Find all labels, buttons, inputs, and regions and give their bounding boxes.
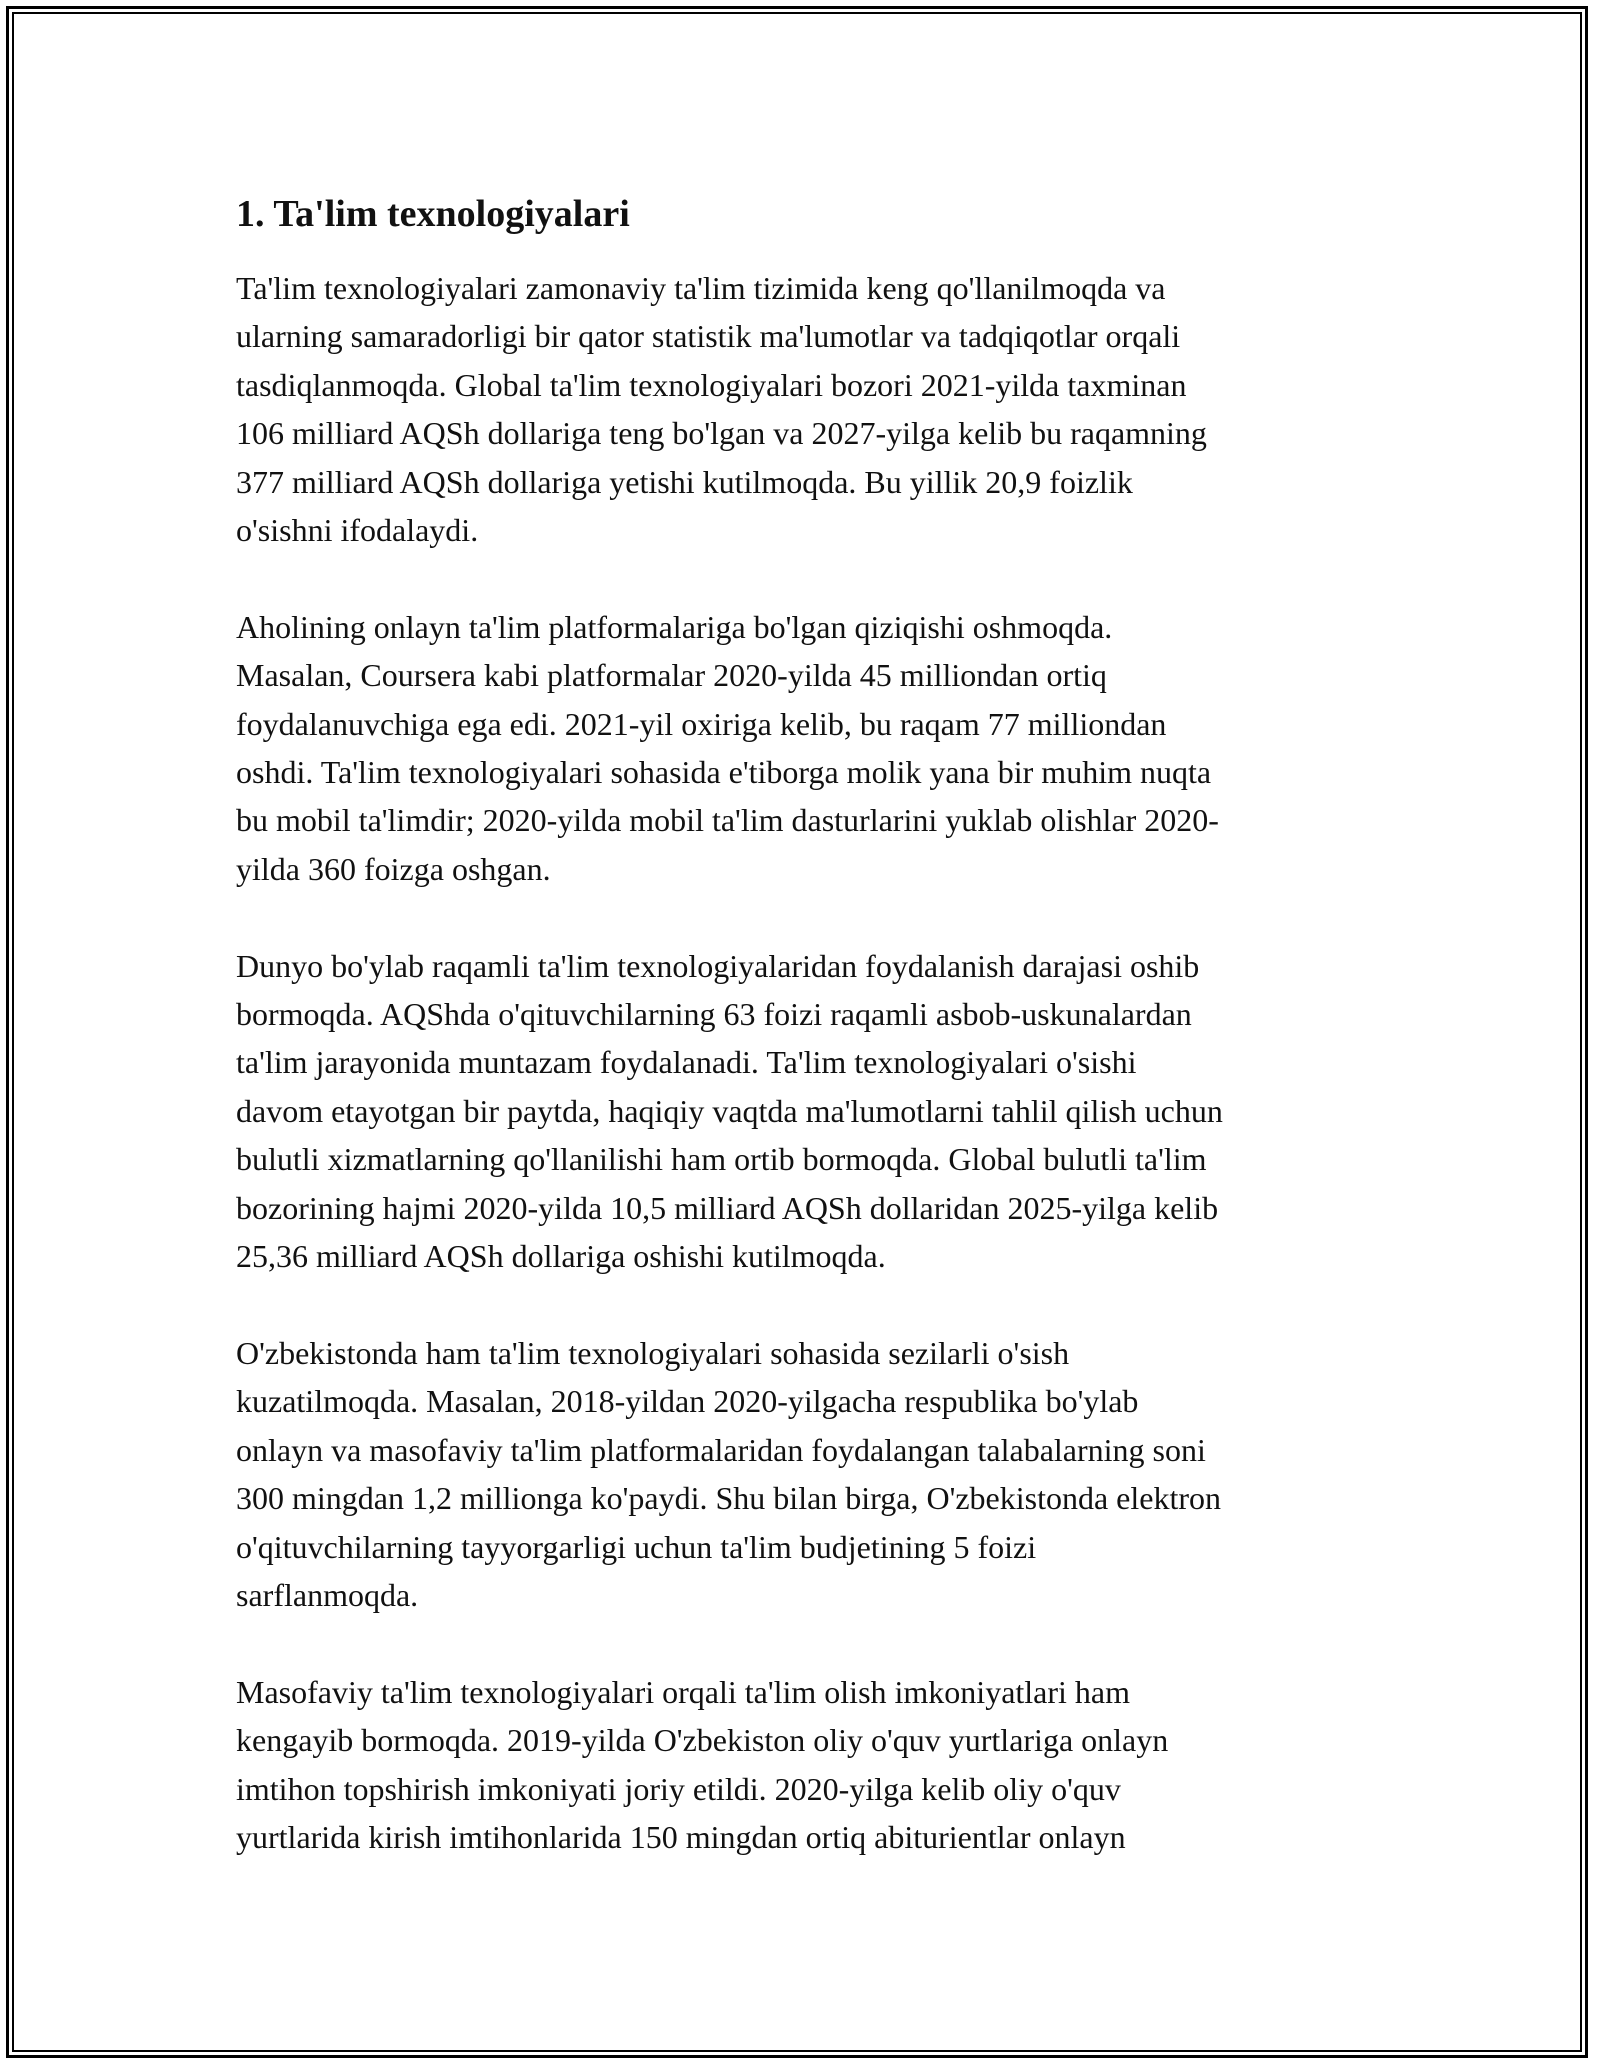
paragraph-2: Aholining onlayn ta'lim platformalariga bo'lgan qiziqishi oshmoqda. Masalan, Coursera kabi platformalar 2020-yilda 45 milliondan ortiq foydalanuvchiga ega edi. 2021-yil oxiriga kelib, bu raqam 77 milliondan oshdi. Ta'lim texnologiyalari sohasida e'tiborga molik yana bir muhim nuqta bu mobil ta'limdir; 2020-yilda mobil ta'lim dasturlarini yuklab olishlar 2020- yilda 360 foizga oshgan. <box>236 608 1219 887</box>
paragraph-3: Dunyo bo'ylab raqamli ta'lim texnologiyalaridan foydalanish darajasi oshib bormoqda. AQShda o'qituvchilarning 63 foizi raqamli asbob-uskunalardan ta'lim jarayonida muntazam foydalanadi. Ta'lim texnologiyalari o'sishi davom etayotgan bir paytda, haqiqiy vaqtda ma'lumotlarni tahlil qilish uchun bulutli xizmatlarning qo'llanilishi ham ortib bormoqda. Global bulutli ta'lim bozorining hajmi 2020-yilda 10,5 milliard AQSh dollaridan 2025-yilga kelib 25,36 milliard AQSh dollariga oshishi kutilmoqda. <box>236 947 1223 1275</box>
document-body <box>236 190 1396 1910</box>
section-heading: 1. Ta'lim texnologiyalari <box>236 193 630 235</box>
paragraph-1: Ta'lim texnologiyalari zamonaviy ta'lim tizimida keng qo'llanilmoqda va ularning samaradorligi bir qator statistik ma'lumotlar va tadqiqotlar orqali tasdiqlanmoqda. Global ta'lim texnologiyalari bozori 2021-yilda taxminan 106 milliard AQSh dollariga teng bo'lgan va 2027-yilga kelib bu raqamning 377 milliard AQSh dollariga yetishi kutilmoqda. Bu yillik 20,9 foizlik o'sishni ifodalaydi. <box>236 270 1207 549</box>
paragraph-5: Masofaviy ta'lim texnologiyalari orqali ta'lim olish imkoniyatlari ham kengayib bormoqda. 2019-yilda O'zbekiston oliy o'quv yurtlariga onlayn imtihon topshirish imkoniyati joriy etildi. 2020-yilga kelib oliy o'quv yurtlarida kirish imtihonlarida 150 mingdan ortiq abiturientlar onlayn <box>236 1673 1169 1855</box>
paragraph-4: O'zbekistonda ham ta'lim texnologiyalari sohasida sezilarli o'sish kuzatilmoqda. Masalan, 2018-yildan 2020-yilgacha respublika bo'ylab onlayn va masofaviy ta'lim platformalaridan foydalangan talabalarning soni 300 mingdan 1,2 millionga ko'paydi. Shu bilan birga, O'zbekistonda elektron o'qituvchilarning tayyorgarligi uchun ta'lim budjetining 5 foizi sarflanmoqda. <box>236 1334 1222 1613</box>
